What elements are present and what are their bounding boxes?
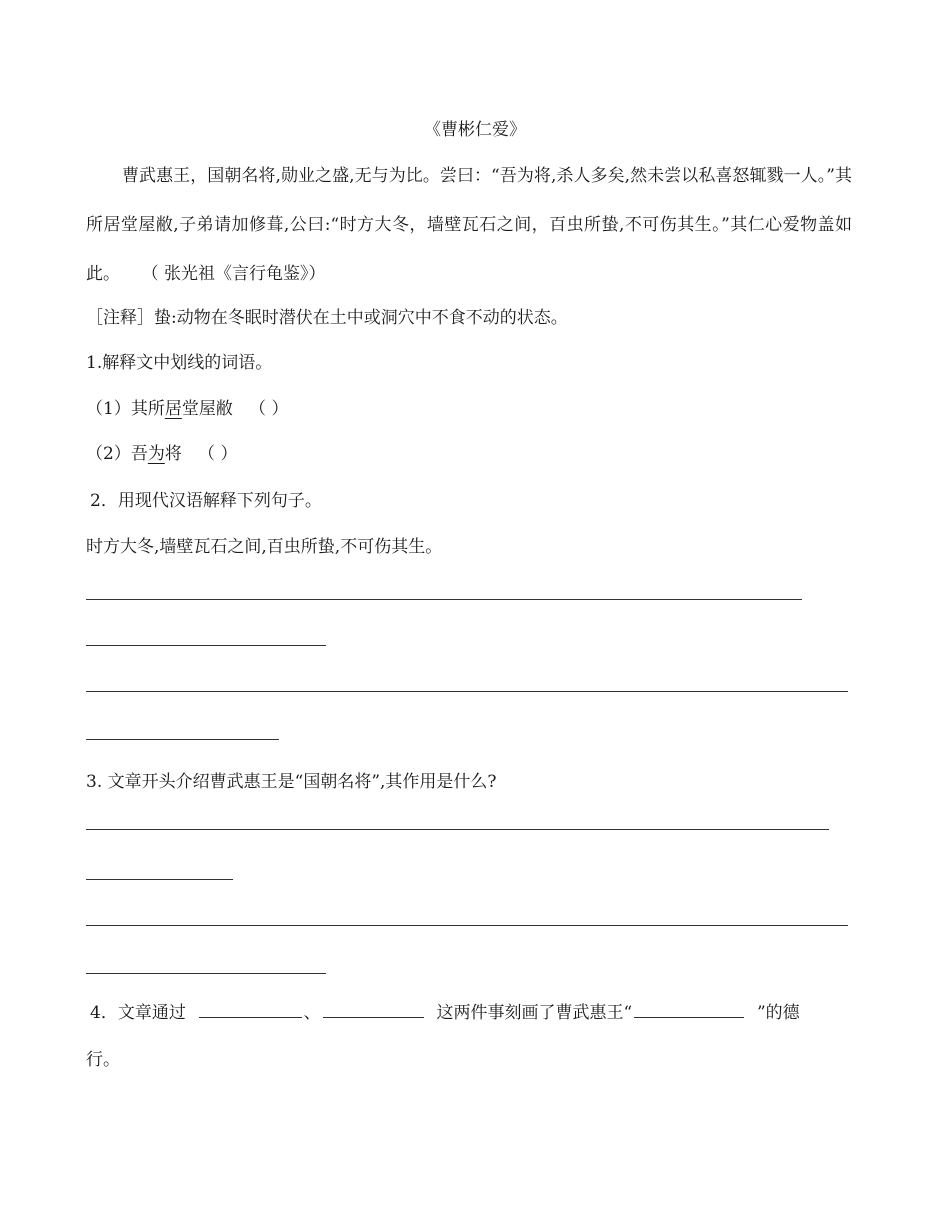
question-1-prompt: 1.解释文中划线的词语。 [86,353,273,373]
question-1-item-1: （1）其所居堂屋敝 （ ） [86,399,289,419]
underlined-word: 为 [147,444,165,464]
question-2-prompt: 2．用现代汉语解释下列句子。 [90,491,322,511]
answer-line[interactable] [86,829,829,830]
passage-text: 曹武惠王，国朝名将,勋业之盛,无与为比。尝曰：“吾为将,杀人多矣,然未尝以私喜怒辄戮一人。”其所居堂屋敝,子弟请加修葺,公曰:“时方大冬，墙壁瓦石之间，百虫所蛰,不可伤其生。”其仁心爱物盖如此。 [86,166,852,284]
annotation-note: ［注释］蛰:动物在冬眠时潜伏在土中或洞穴中不食不动的状态。 [86,308,568,328]
answer-paren[interactable]: （ ） [249,399,289,419]
answer-line[interactable] [86,879,233,880]
question-3-prompt: 3. 文章开头介绍曹武惠王是“国朝名将”,其作用是什么? [86,772,497,792]
fill-blank-1[interactable] [199,1001,302,1018]
passage [86,152,852,299]
answer-line[interactable] [86,739,279,740]
answer-line[interactable] [86,645,326,646]
fill-blank-2[interactable] [323,1001,424,1018]
question-1-item-2: （2）吾为将 （ ） [86,444,238,464]
answer-line[interactable] [86,599,802,600]
fill-blank-3[interactable] [634,1001,744,1018]
question-4-line-1: 4．文章通过 、 这两件事刻画了曹武惠王“ ”的德 [90,1003,800,1023]
answer-paren[interactable]: （ ） [198,444,238,464]
passage-source: （ 张光祖《言行龟鉴》） [141,264,326,284]
underlined-word: 居 [164,399,182,419]
answer-line[interactable] [86,925,848,926]
answer-line[interactable] [86,973,326,974]
question-2-sentence: 时方大冬,墙壁瓦石之间,百虫所蛰,不可伤其生。 [86,537,443,557]
answer-line[interactable] [86,691,848,692]
page-title: 《曹彬仁爱》 [424,120,526,140]
question-4-line-2: 行。 [86,1050,120,1070]
